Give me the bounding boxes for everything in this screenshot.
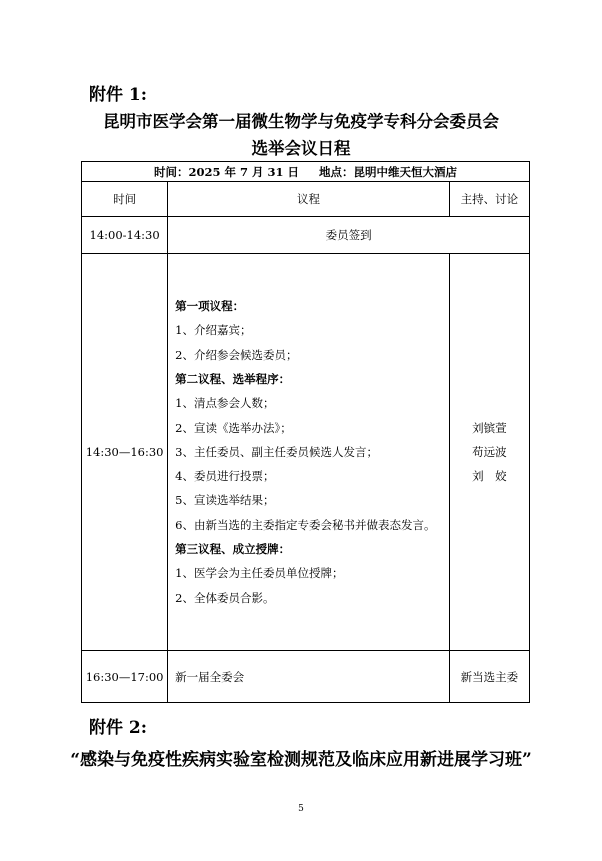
row-agenda	[168, 254, 450, 651]
time-label: 时间：	[153, 164, 189, 179]
agenda-line: 3、主任委员、副主任委员候选人发言；	[175, 444, 378, 459]
document-title: 昆明市医学会第一届微生物学与免疫学专科分会委员会	[103, 112, 499, 131]
table-row	[82, 651, 530, 703]
agenda-line: 2、全体委员合影。	[175, 590, 275, 605]
row-host: 新当选主委	[449, 651, 529, 703]
agenda-line: 1、清点参会人数；	[175, 396, 275, 411]
table-row	[82, 254, 530, 651]
agenda-line: 2、宣读《选举办法》；	[175, 420, 292, 435]
agenda-line: 2、介绍参会候选委员；	[175, 347, 298, 362]
meeting-info-row	[82, 162, 530, 182]
document-subtitle: 选举会议日程	[251, 139, 351, 158]
agenda-list	[168, 294, 449, 610]
row-time: 16:30—17:00	[82, 651, 168, 703]
attachment-2-label: 附件 2:	[89, 718, 148, 738]
meeting-info	[82, 162, 530, 182]
meeting-date: 2025 年 7 月 31 日	[188, 164, 299, 179]
location-label: 地点：	[319, 164, 354, 179]
row-time: 14:30—16:30	[82, 254, 168, 651]
row-time: 14:00-14:30	[82, 217, 168, 254]
agenda-line: 6、由新当选的主委指定专委会秘书并做表态发言。	[175, 517, 436, 532]
header-time: 时间	[82, 182, 168, 217]
agenda-line: 4、委员进行投票；	[175, 469, 275, 484]
table-header-row	[82, 182, 530, 217]
agenda-line: 第三议程、成立授牌：	[175, 542, 291, 557]
agenda-table	[81, 161, 530, 703]
agenda-line: 第二议程、选举程序：	[175, 371, 291, 386]
row-agenda: 新一届全委会	[168, 651, 450, 703]
agenda-line: 第一项议程：	[175, 299, 245, 314]
attachment-2-title: “感染与免疫性疾病实验室检测规范及临床应用新进展学习班”	[70, 750, 532, 770]
meeting-location: 昆明中维天恒大酒店	[353, 164, 458, 179]
agenda-line: 5、宣读选举结果；	[175, 493, 275, 508]
row-host	[449, 254, 529, 651]
header-agenda: 议程	[168, 182, 450, 217]
host-name: 刘镔萱	[472, 421, 507, 435]
attachment-1-label: 附件 1:	[89, 85, 148, 105]
header-host: 主持、讨论	[449, 182, 529, 217]
agenda-line: 1、医学会为主任委员单位授牌；	[175, 566, 344, 581]
host-name: 刘 姣	[472, 469, 507, 483]
agenda-line: 1、介绍嘉宾；	[175, 323, 252, 338]
host-name: 苟远波	[472, 445, 507, 459]
row-agenda: 委员签到	[168, 217, 530, 254]
table-row	[82, 217, 530, 254]
page-number: 5	[298, 804, 304, 814]
